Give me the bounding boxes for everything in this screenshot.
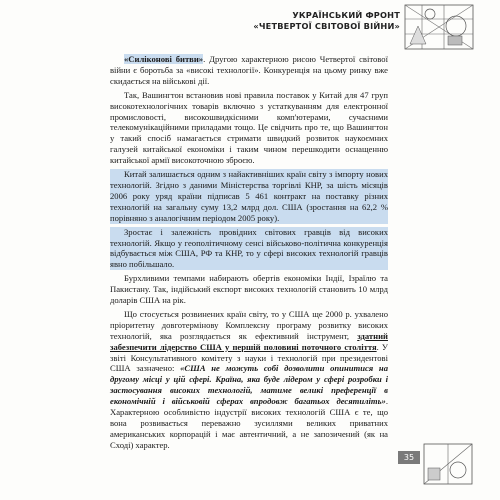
- header-line-1: УКРАЇНСЬКИЙ ФРОНТ: [292, 10, 400, 20]
- page-number: 35: [398, 451, 420, 464]
- body-text: [110, 54, 388, 454]
- paragraph-1: [110, 54, 388, 87]
- paragraph-6-text-c: . Характерною особливістю індустрії високих технологій США є те, що вона розвивається переважно зусиллями великих приватних американських корпорацій і має автентичний, а не запозичений (як на Сході) характер.: [110, 396, 388, 450]
- header-line-2: «ЧЕТВЕРТОЇ СВІТОВОЇ ВІЙНИ»: [253, 21, 400, 31]
- paragraph-2: Так, Вашингтон встановив нові правила поставок у Китай для 47 груп високотехнологічних товарів включно з устаткуванням для електронної промисловості, високошвидкісними комп'ютерами, сучасними телекомунікаційними приладами тощо. Це свідчить про те, що Вашингтон у такий спосіб намагається стримати швидкий розвиток наукоємних галузей китайської економіки і таким чином перешкодити оснащенню китайської армії високоточною зброєю.: [110, 89, 388, 166]
- paragraph-5: Бурхливими темпами набирають обертів економіки Індії, Ізраїлю та Пакистану. Так, індійський експорт високих технологій становить 10 млрд доларів США на рік.: [110, 273, 388, 306]
- paragraph-1-text: . Другою характерною рисою Четвертої світової війни є боротьба за «високі технології». Конкуренція на цьому ринку вже скидається на військові дії.: [110, 54, 388, 86]
- section-title: «Силіконові битви»: [124, 54, 204, 64]
- geometric-ornament-icon: [404, 4, 474, 50]
- running-header: [196, 10, 400, 32]
- paragraph-6-text-b: . У звіті Консультативного комітету з науки і технологій при президентові США зазначено:: [110, 341, 388, 374]
- italic-quote: «США не можуть собі дозволити опинитися на другому місці у цій сфері. Країна, яка буде лідером у сфері розробки і застосування високих технологій, матиме великі преференції в економічній і військовій сферах впродовж багатьох десятиліть»: [110, 363, 388, 407]
- paragraph-6-text-a: Що стосується розвинених країн світу, то у США ще 2000 р. ухвалено пріоритетну довготермінову Комплексну програму розвитку високих технологій, яка розглядається як ефективний інструмент,: [110, 308, 388, 341]
- paragraph-6: [110, 309, 388, 451]
- paragraph-4: Зростає і залежність провідних світових гравців від високих технологій. Якщо у геополітичному сенсі військово-політична конкуренція відбувається між США, РФ та КНР, то у сфері високих технологій гравців явно побільшало.: [110, 226, 388, 270]
- bold-emphasis: здатний забезпечити лідерство США у першій половині поточного століття: [110, 330, 388, 352]
- paragraph-3: Китай залишається одним з найактивніших країн світу з імпорту нових технологій. Згідно з даними Міністерства торгівлі КНР, за шість місяців 2006 року уряд країни підписав 5 461 контракт на поставку різних технологій на загальну суму 13,2 млрд дол. США (зростання на 62,2 % порівняно з аналогічним періодом 2005 року).: [110, 169, 388, 223]
